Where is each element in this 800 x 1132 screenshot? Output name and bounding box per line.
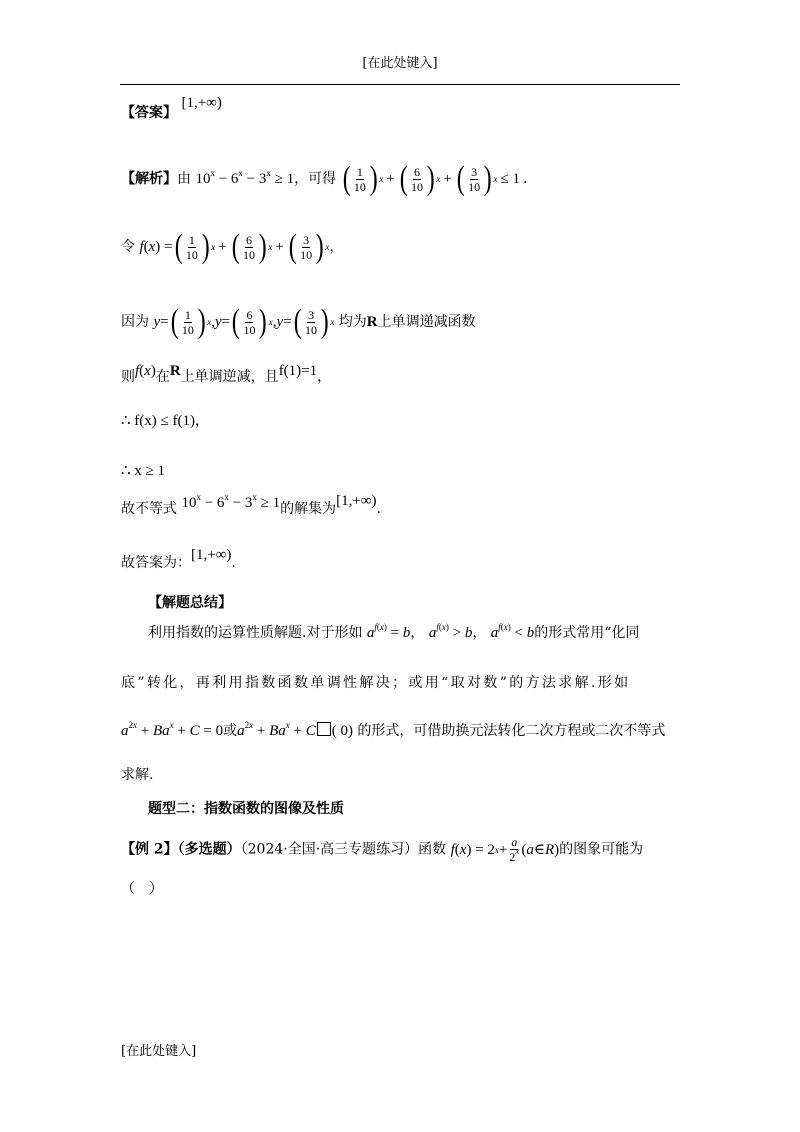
fraction-sum-ineq: ( $\frac{1}{10}$ ) x + ( $\frac{6}{10}$ ) x + ( $\frac{3}{10}$ ) x ≤ 1 xyxy=(342,160,520,197)
summary-line-3: $a^{2x} + Ba^x + C = 0$或$a^{2x} + Ba^x + C$ ( 0) 的形式，可借助换元法转化二次方程或二次不等式 xyxy=(121,720,666,739)
answer-line xyxy=(121,95,222,122)
example-2-line: 【例 2】（多选题）（2024·全国·高三专题练习）函数 f ( x ) = 2 x + $\frac{a}{2^x}$ ( a ∈ R ) 的图象可能为 xyxy=(121,835,644,864)
answer-blank: （ ） xyxy=(121,881,163,897)
analysis-line-2: 令 f ( x ) = ( $\frac{1}{10}$ ) x + ( $\frac{6}{10}$ ) x + ( $\frac{3}{10}$ ) x ， xyxy=(121,228,344,265)
header-rule xyxy=(120,84,680,85)
summary-title: 【解题总结】 xyxy=(148,595,232,611)
analysis-line-4: 则f(x)在R上单调逆减，且f(1)=1， xyxy=(121,363,332,385)
summary-line-2: 底”转化，再利用指数函数单调性解决；或用“取对数”的方法求解.形如 xyxy=(121,675,631,691)
example-function: f ( x ) = 2 x + $\frac{a}{2^x}$ ( a ∈ R ) xyxy=(450,835,560,864)
section-title: 题型二：指数函数的图像及性质 xyxy=(148,801,344,817)
analysis-line-5: ∴ f(x) ≤ f(1)， xyxy=(121,413,209,429)
f-definition: f ( x ) = ( $\frac{1}{10}$ ) x + ( $\frac{6}{10}$ ) x + ( $\frac{3}{10}$ ) x xyxy=(139,228,330,265)
analysis-line-7: 故不等式 $10^x - 6^x - 3^x \ge 1$的解集为[1,+∞). xyxy=(121,492,381,517)
analysis-label: 【解析】 xyxy=(121,171,177,187)
example-label: 【例 2】 xyxy=(121,841,178,858)
analysis-line-3: 因为 y = ( $\frac{1}{10}$ ) x , y = ( $\frac{6}{10}$ ) x , y = ( $\frac{3}{10}$ ) x 均为R上单调递减函数 xyxy=(121,303,476,340)
answer-value: [1,+∞) xyxy=(181,95,222,111)
summary-line-4: 求解. xyxy=(121,767,154,783)
answer-label: 【答案】 xyxy=(121,105,177,121)
example-type: （多选题） xyxy=(177,841,241,858)
page-footer: [在此处键入] xyxy=(121,1044,197,1059)
analysis-line-6: ∴ x ≥ 1 xyxy=(121,463,166,479)
analysis-line-1: 【解析】由 $10^x - 6^x - 3^x \ge 1$，可得 ( $\frac{1}{10}$ ) x + ( $\frac{6}{10}$ ) x + ( $\frac{3}{10}$ ) x ≤ 1 . xyxy=(121,160,528,197)
page-header: [在此处键入] xyxy=(362,56,438,71)
three-functions: y = ( $\frac{1}{10}$ ) x , y = ( $\frac{6}{10}$ ) x , y = ( $\frac{3}{10}$ ) x xyxy=(153,303,335,340)
summary-line-1: 利用指数的运算性质解题.对于形如 $a^{f(x)} = b$， $a^{f(x)} > b$， $a^{f(x)} < b$的形式常用“化同 xyxy=(148,622,640,641)
analysis-line-8: 故答案为：[1,+∞). xyxy=(121,547,236,571)
inequality-1: $10^x - 6^x - 3^x \ge 1$ xyxy=(195,168,295,187)
example-source: （2024·全国·高三专题练习）函数 xyxy=(240,841,447,858)
